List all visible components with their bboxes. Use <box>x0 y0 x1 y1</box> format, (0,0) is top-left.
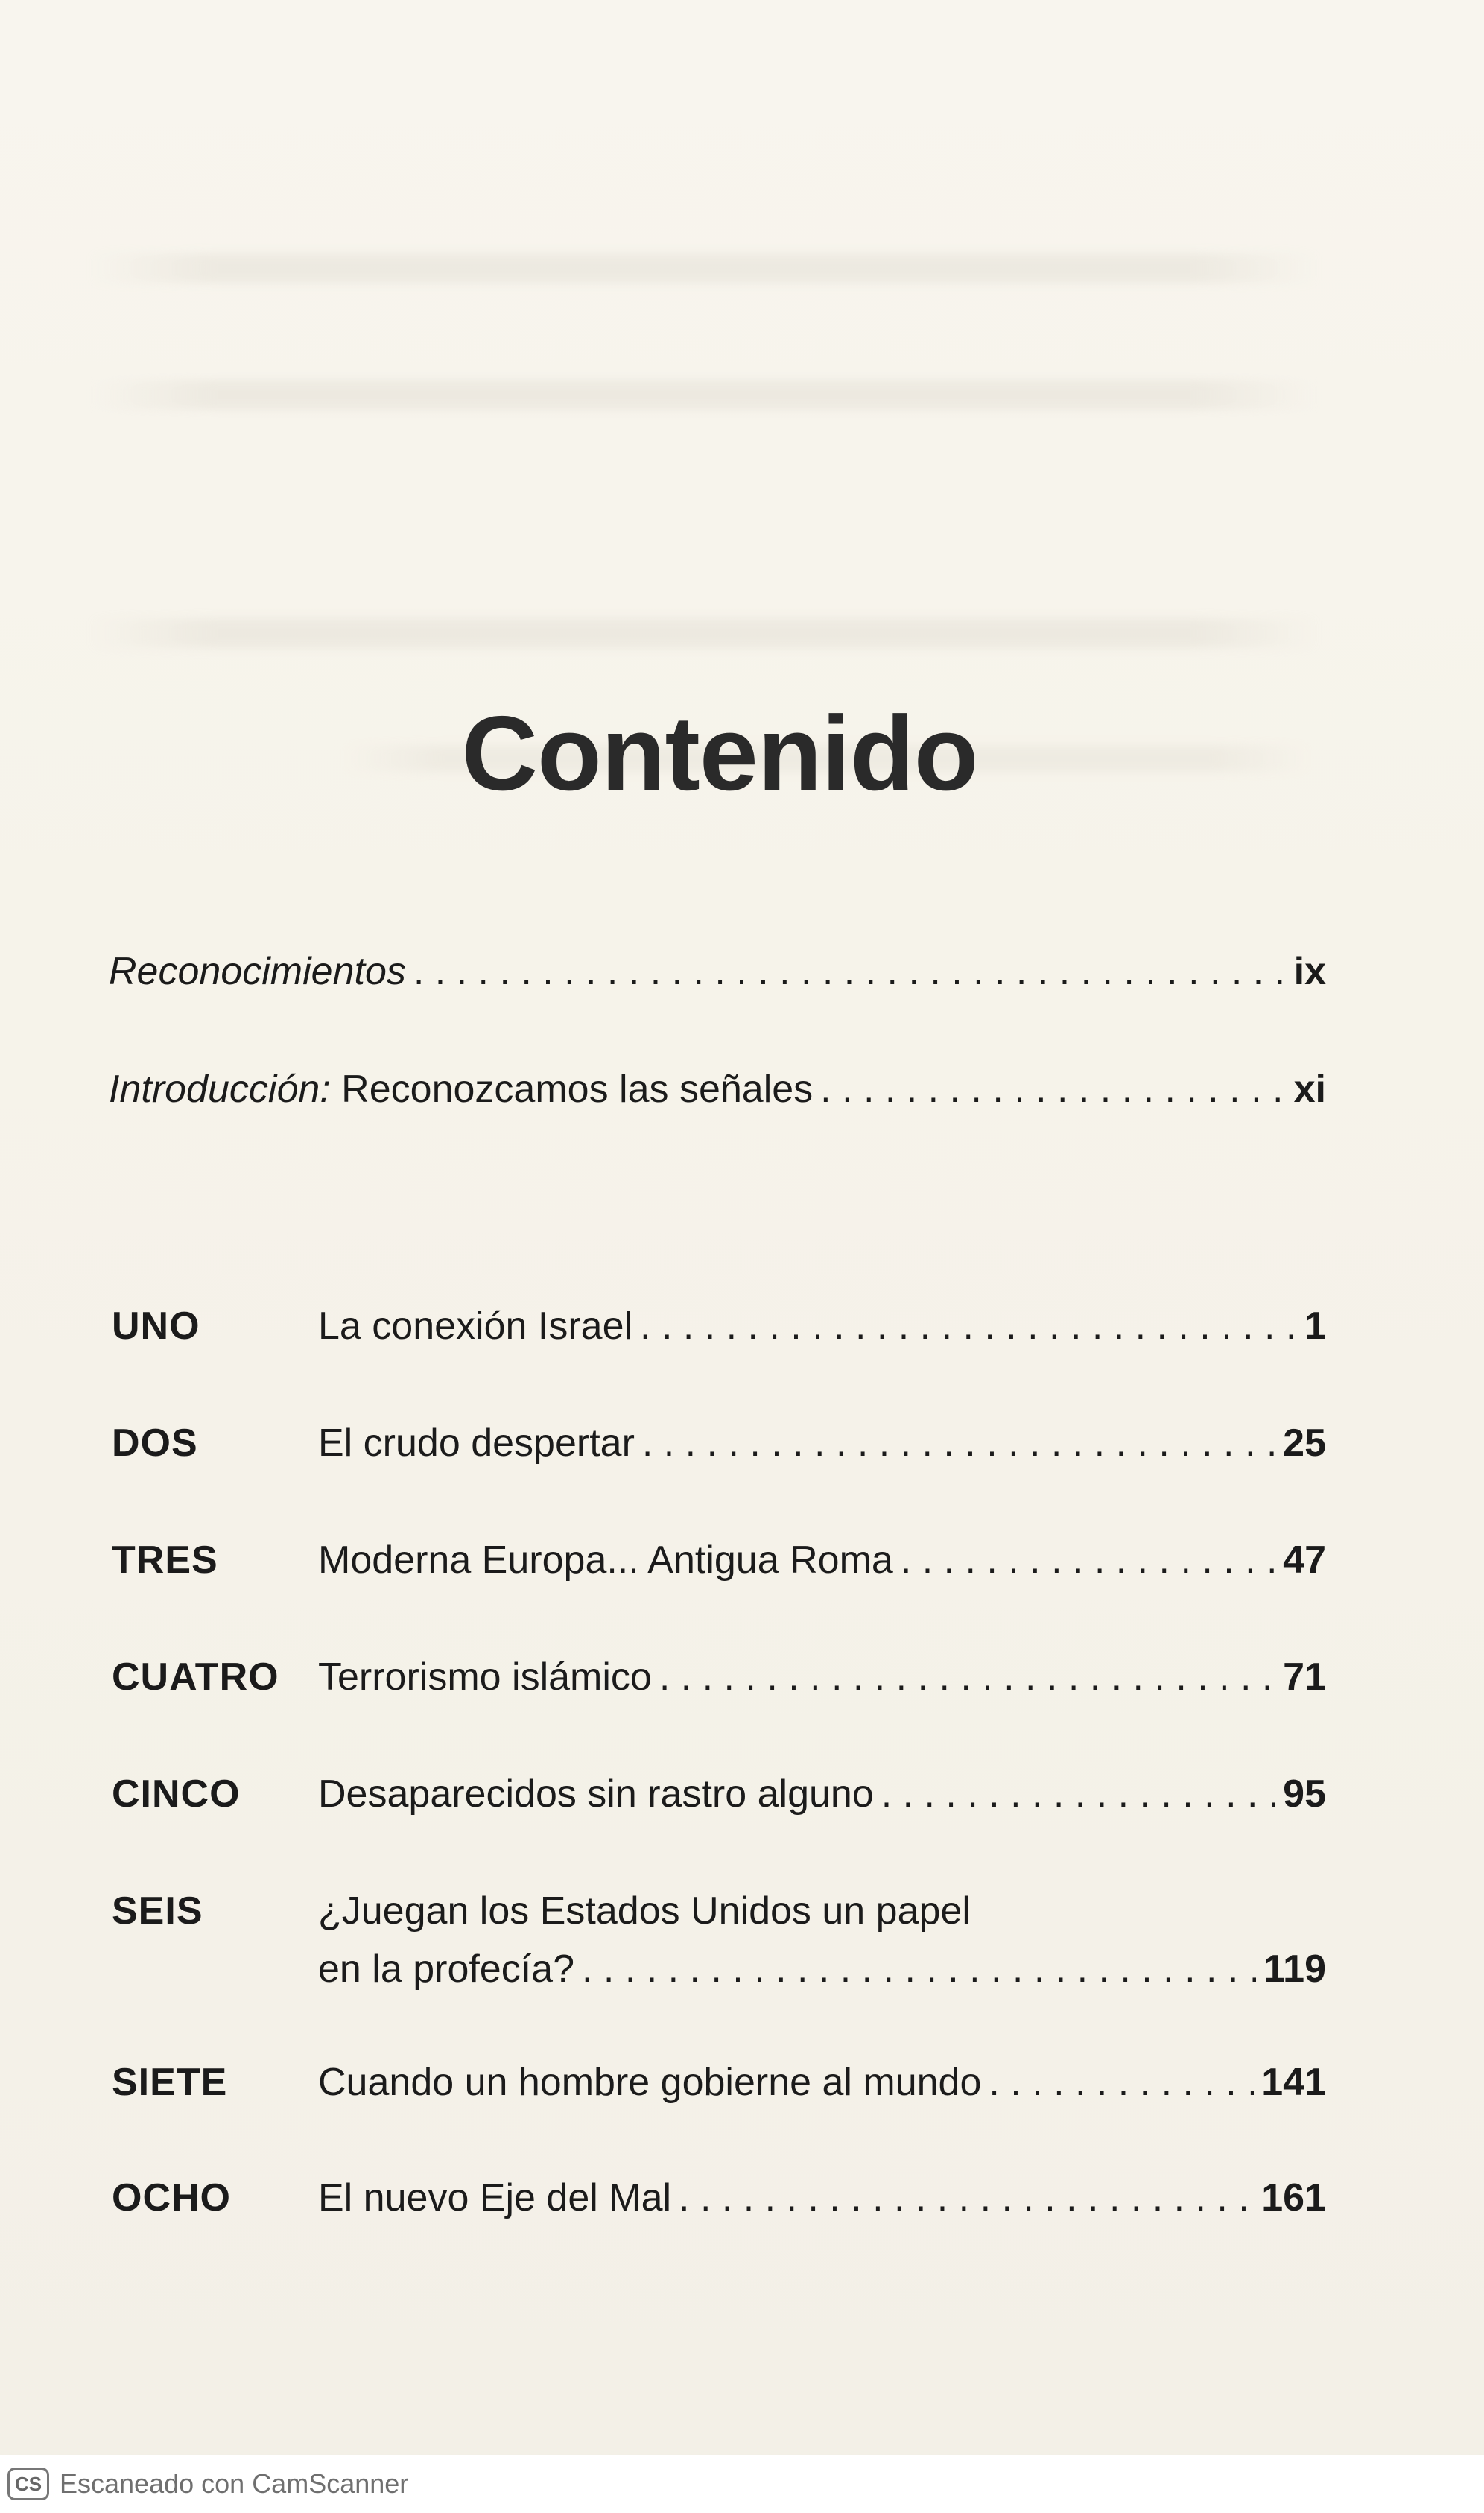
toc-page-number: 161 <box>1261 2176 1326 2219</box>
scanner-watermark-text: Escaneado con CamScanner <box>60 2468 409 2499</box>
toc-entry-prefix: Introducción: <box>109 1068 331 1111</box>
chapter-label: TRES <box>112 1538 218 1582</box>
chapter-title: Terrorismo islámico <box>318 1655 652 1699</box>
toc-entry-title: Reconocimientos <box>109 950 406 993</box>
chapter-title: El crudo despertar <box>318 1422 635 1465</box>
toc-page-number: ix <box>1293 950 1326 993</box>
chapter-label: CUATRO <box>112 1655 279 1699</box>
toc-entry-subtitle: Reconozcamos las señales <box>330 1068 814 1111</box>
chapter-title: Cuando un hombre gobierne al mundo <box>318 2061 982 2104</box>
toc-page-number: 119 <box>1263 1948 1326 1991</box>
toc-page-number: 141 <box>1261 2061 1326 2104</box>
dot-leader <box>582 1947 1256 1991</box>
dot-leader <box>642 1421 1275 1465</box>
chapter-title: El nuevo Eje del Mal <box>318 2176 672 2219</box>
dot-leader <box>881 1772 1275 1816</box>
toc-page-number: 47 <box>1283 1538 1326 1582</box>
chapter-label: DOS <box>112 1422 198 1465</box>
chapter-label: UNO <box>112 1305 200 1348</box>
dot-leader <box>413 952 1287 991</box>
chapter-title: Moderna Europa... Antigua Roma <box>318 1538 893 1582</box>
chapter-title: La conexión Israel <box>318 1305 633 1348</box>
dot-leader <box>640 1304 1297 1349</box>
toc-entry-title <box>109 1070 813 1109</box>
dot-leader <box>820 1070 1286 1109</box>
dot-leader <box>659 1655 1275 1699</box>
page-title: Contenido <box>461 694 978 813</box>
chapter-label: SIETE <box>112 2061 228 2104</box>
chapter-label: SEIS <box>112 1889 203 1933</box>
toc-entry-introduction <box>109 1070 1326 1109</box>
dot-leader <box>679 2175 1254 2220</box>
chapter-title: Desaparecidos sin rastro alguno <box>318 1772 874 1816</box>
toc-page-number: 71 <box>1283 1655 1326 1699</box>
scanner-watermark-bar <box>0 2455 1484 2513</box>
toc-page-number: xi <box>1293 1068 1326 1111</box>
toc-page-number: 25 <box>1283 1422 1326 1465</box>
bleed-through-mark <box>89 618 1319 648</box>
chapter-title-continued: en la profecía? <box>318 1948 575 1991</box>
toc-page-number: 1 <box>1304 1305 1326 1348</box>
dot-leader <box>901 1538 1275 1582</box>
bleed-through-mark <box>89 380 1319 410</box>
chapter-label: OCHO <box>112 2176 231 2219</box>
chapter-label: CINCO <box>112 1772 241 1816</box>
toc-page-number: 95 <box>1283 1772 1326 1816</box>
chapter-title: ¿Juegan los Estados Unidos un papel <box>318 1889 971 1933</box>
bleed-through-mark <box>89 253 1319 283</box>
camscanner-logo-icon: CS <box>7 2468 49 2500</box>
toc-entry-acknowledgements <box>109 952 1326 991</box>
dot-leader <box>989 2060 1254 2105</box>
